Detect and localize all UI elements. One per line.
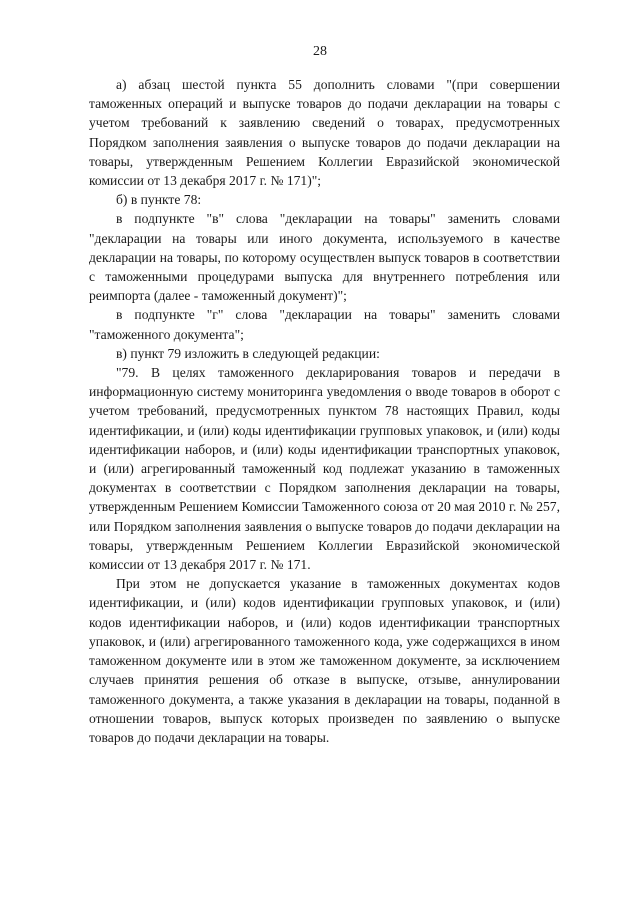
document-body bbox=[89, 75, 560, 747]
page-number: 28 bbox=[313, 44, 327, 59]
paragraph-amendment-a: а) абзац шестой пункта 55 дополнить словами "(при совершении таможенных операций и выпуске товаров до подачи декларации на товары с учетом требований к заявлению сведений о товарах, предусмотренных Порядком заполнения заявления о выпуске товаров до подачи декларации на товары, утвержденным Решением Коллегии Евразийской экономической комиссии от 13 декабря 2017 г. № 171)"; bbox=[89, 77, 560, 189]
paragraph-amendment-b: б) в пункте 78: bbox=[116, 192, 202, 208]
paragraph-subpoint-v: в подпункте "в" слова "декларации на товары" заменить словами "декларации на товары или иного документа, используемого в качестве декларации на товары, по которому осуществлен выпуск товаров в соответствии с таможенными процедурами выпуска для внутреннего потребления или реимпорта (далее - таможенный документ)"; bbox=[89, 211, 560, 304]
paragraph-point-79: "79. В целях таможенного декларирования товаров и передачи в информационную систему мониторинга уведомления о вводе товаров в оборот с учетом требований, предусмотренных пунктом 78 настоящих Правил, коды идентификации, и (или) коды идентификации групповых упаковок, и (или) коды идентификации наборов, и (или) коды идентификации транспортных упаковок, и (или) агрегированный таможенный код подлежат указанию в таможенных документах в соответствии с Порядком заполнения декларации на товары, утвержденным Решением Комиссии Таможенного союза от 20 мая 2010 г. № 257, или Порядком заполнения заявления о выпуске товаров до подачи декларации на товары, утвержденным Решением Коллегии Евразийской экономической комиссии от 13 декабря 2017 г. № 171. bbox=[89, 365, 560, 573]
paragraph-amendment-v: в) пункт 79 изложить в следующей редакции: bbox=[116, 345, 380, 361]
paragraph-subpoint-g: в подпункте "г" слова "декларации на товары" заменить словами "таможенного документа"; bbox=[89, 307, 560, 342]
paragraph-point-79-continued: При этом не допускается указание в таможенных документах кодов идентификации, и (или) кодов идентификации групповых упаковок, и (или) кодов идентификации наборов, и (или) кодов идентификации транспортных упаковок, и (или) агрегированного таможенного кода, уже содержащихся в ином таможенном документе или в этом же таможенном документе, за исключением случаев принятия решения об отказе в выпуске, отзыве, аннулировании таможенного документа, а также указания в декларации на товары, поданной в отношении товаров, выпуск которых произведен по заявлению о выпуске товаров до подачи декларации на товары. bbox=[89, 576, 560, 745]
